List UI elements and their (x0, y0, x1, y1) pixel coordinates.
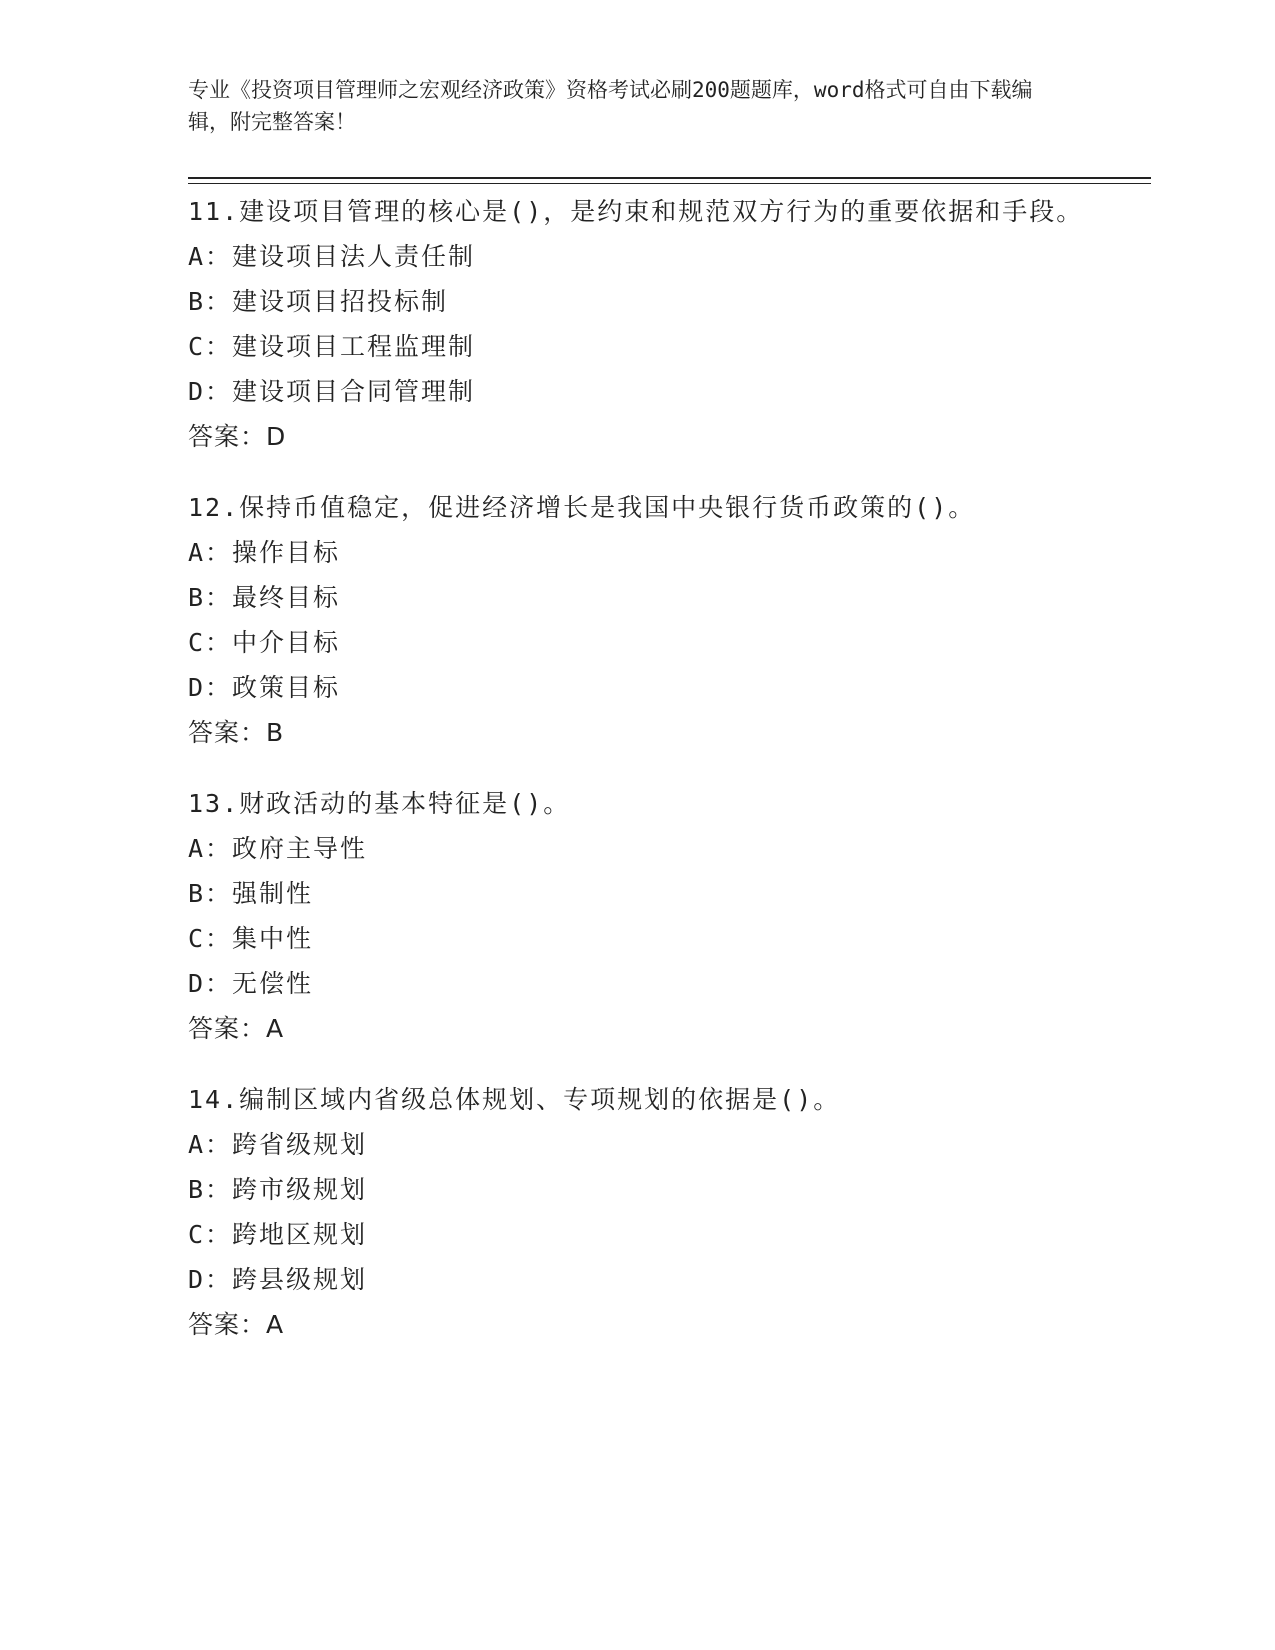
option-b: B：强制性 (188, 879, 314, 908)
option-b: B：跨市级规划 (188, 1175, 368, 1204)
option-d: D：跨县级规划 (188, 1265, 368, 1294)
option-c: C：建设项目工程监理制 (188, 332, 476, 361)
option-d: D：无偿性 (188, 969, 314, 998)
question-stem: 14.编制区域内省级总体规划、专项规划的依据是()。 (188, 1085, 841, 1114)
question-item (188, 781, 1088, 1051)
answer-line: 答案：D (188, 422, 287, 451)
answer-line: 答案：A (188, 1310, 285, 1339)
option-b: B：最终目标 (188, 583, 341, 612)
option-d: D：政策目标 (188, 673, 341, 702)
option-a: A：政府主导性 (188, 834, 368, 863)
question-stem: 12.保持币值稳定，促进经济增长是我国中央银行货币政策的()。 (188, 493, 976, 522)
option-d: D：建设项目合同管理制 (188, 377, 476, 406)
option-c: C：中介目标 (188, 628, 341, 657)
option-c: C：跨地区规划 (188, 1220, 368, 1249)
document-header: 专业《投资项目管理师之宏观经济政策》资格考试必刷200题题库，word格式可自由下载编辑，附完整答案！ (188, 78, 1033, 134)
question-stem: 13.财政活动的基本特征是()。 (188, 789, 571, 818)
question-list (188, 189, 1088, 1373)
question-stem: 11.建设项目管理的核心是()，是约束和规范双方行为的重要依据和手段。 (188, 197, 1084, 226)
option-b: B：建设项目招投标制 (188, 287, 449, 316)
option-a: A：建设项目法人责任制 (188, 242, 476, 271)
question-item (188, 1077, 1088, 1347)
option-c: C：集中性 (188, 924, 314, 953)
header-rule-thick (188, 177, 1151, 179)
question-item (188, 485, 1088, 755)
question-item (188, 189, 1088, 459)
header-rule-thin (188, 183, 1151, 184)
option-a: A：操作目标 (188, 538, 341, 567)
answer-line: 答案：A (188, 1014, 285, 1043)
answer-line: 答案：B (188, 718, 285, 747)
option-a: A：跨省级规划 (188, 1130, 368, 1159)
